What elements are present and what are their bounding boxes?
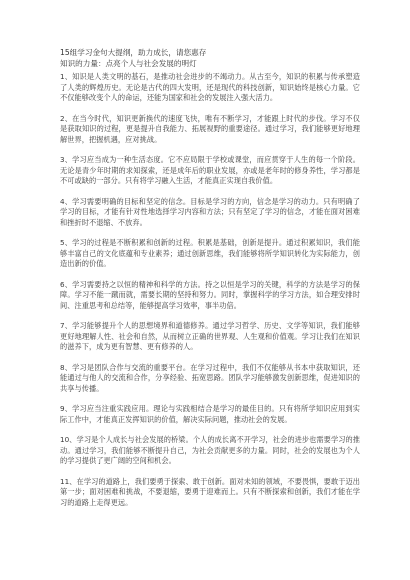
document-subtitle: 知识的力量：点亮个人与社会发展的明灯 [60, 59, 197, 68]
paragraph-10: 10、学习是个人成长与社会发展的桥梁。个人的成长离不开学习，社会的进步也需要学习的推动。通过学习，我们能够不断提升自己，为社会贡献更多的力量。同时，社会的发展也为个人的学习提供了更广阔的空间和机会。 [60, 435, 360, 465]
paragraph-6: 6、学习需要持之以恒的精神和科学的方法。持之以恒是学习的关键，科学的方法是学习的保障。学习不能一蹴而就，需要长期的坚持和努力。同时，掌握科学的学习方法，如合理安排时间、注重思考和总结等，能够提高学习效率，事半功倍。 [60, 279, 360, 310]
paragraph-11: 11、在学习的道路上，我们要勇于探索、敢于创新。面对未知的领域，不要畏惧，要敢于迈出第一步；面对困难和挑战，不要退缩，要勇于迎难而上。只有不断探索和创新，我们才能在学习的道路上走得更远。 [60, 476, 360, 507]
document-title: 15组学习金句大提纲，助力成长，请您惠存 [60, 48, 207, 57]
paragraph-1: 1、知识是人类文明的基石，是推动社会进步的不竭动力。从古至今，知识的积累与传承塑造了人类的辉煌历史。无论是古代的四大发明，还是现代的科技创新，知识始终是核心力量。它不仅能够改变个人的命运，还能为国家和社会的发展注入强大活力。 [60, 72, 360, 102]
paragraph-2: 2、在当今时代，知识更新换代的速度飞快，唯有不断学习，才能跟上时代的步伐。学习不仅是获取知识的过程，更是提升自我能力、拓展视野的重要途径。通过学习，我们能够更好地理解世界，把握机遇，应对挑战。 [60, 113, 360, 144]
paragraph-7: 7、学习能够提升个人的思想境界和道德修养。通过学习哲学、历史、文学等知识，我们能够更好地理解人性、社会和自然，从而树立正确的世界观、人生观和价值观。学习让我们在知识的滋养下，成为更有智慧、更有修养的人。 [60, 321, 360, 351]
paragraph-5: 5、学习的过程是不断积累和创新的过程。积累是基础，创新是提升。通过积累知识，我们能够丰富自己的文化底蕴和专业素养；通过创新思维，我们能够将所学知识转化为实际能力，创造出新的价值。 [60, 238, 360, 268]
paragraph-9: 9、学习应当注重实践应用。理论与实践相结合是学习的最佳目的。只有将所学知识应用到实际工作中，才能真正发挥知识的价值，解决实际问题，推动社会的发展。 [60, 404, 360, 424]
paragraph-4: 4、学习需要明确的目标和坚定的信念。目标是学习的方向，信念是学习的动力。只有明确了学习的目标，才能有针对性地选择学习内容和方法；只有坚定了学习的信念，才能在面对困难和挫折时不退缩、不放弃。 [60, 196, 360, 227]
paragraph-8: 8、学习是团队合作与交流的重要平台。在学习过程中，我们不仅能够从书本中获取知识，还能通过与他人的交流和合作，分享经验、拓宽思路。团队学习能够激发创新思维，促进知识的共享与传播。 [60, 362, 360, 393]
document-header [60, 47, 360, 69]
paragraph-3: 3、学习应当成为一种生活态度。它不应局限于学校或课堂，而应贯穿于人生的每一个阶段。无论是青少年时期的求知探索，还是成年后的职业发展，亦或是老年时的修身养性，学习都是不可或缺的一部分。只有将学习融入生活，才能真正实现自我价值。 [60, 155, 360, 185]
document-body [60, 72, 360, 508]
